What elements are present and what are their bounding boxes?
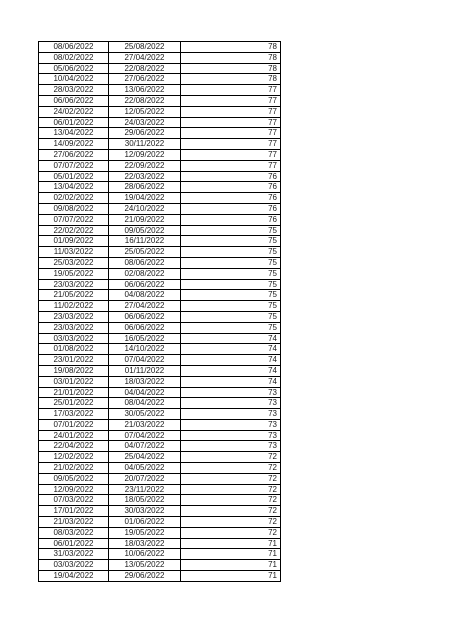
table-row bbox=[39, 301, 281, 312]
value-cell: 77 bbox=[181, 85, 281, 96]
value-cell: 77 bbox=[181, 160, 281, 171]
start-date-cell: 25/03/2022 bbox=[39, 257, 109, 268]
value-cell: 73 bbox=[181, 409, 281, 420]
value-cell: 77 bbox=[181, 128, 281, 139]
value-cell: 73 bbox=[181, 430, 281, 441]
end-date-cell: 13/05/2022 bbox=[109, 560, 181, 571]
start-date-cell: 23/01/2022 bbox=[39, 355, 109, 366]
value-cell: 75 bbox=[181, 257, 281, 268]
value-cell: 75 bbox=[181, 268, 281, 279]
end-date-cell: 04/07/2022 bbox=[109, 441, 181, 452]
value-cell: 75 bbox=[181, 247, 281, 258]
value-cell: 74 bbox=[181, 365, 281, 376]
start-date-cell: 23/03/2022 bbox=[39, 322, 109, 333]
table-row bbox=[39, 549, 281, 560]
table-row bbox=[39, 236, 281, 247]
table-row bbox=[39, 333, 281, 344]
start-date-cell: 01/08/2022 bbox=[39, 344, 109, 355]
value-cell: 74 bbox=[181, 344, 281, 355]
value-cell: 76 bbox=[181, 171, 281, 182]
end-date-cell: 29/06/2022 bbox=[109, 128, 181, 139]
start-date-cell: 03/01/2022 bbox=[39, 376, 109, 387]
start-date-cell: 13/04/2022 bbox=[39, 128, 109, 139]
start-date-cell: 03/03/2022 bbox=[39, 333, 109, 344]
start-date-cell: 07/01/2022 bbox=[39, 419, 109, 430]
table-row bbox=[39, 95, 281, 106]
value-cell: 75 bbox=[181, 311, 281, 322]
value-cell: 78 bbox=[181, 42, 281, 53]
value-cell: 77 bbox=[181, 149, 281, 160]
end-date-cell: 22/08/2022 bbox=[109, 63, 181, 74]
value-cell: 74 bbox=[181, 355, 281, 366]
value-cell: 75 bbox=[181, 290, 281, 301]
start-date-cell: 25/01/2022 bbox=[39, 398, 109, 409]
start-date-cell: 21/03/2022 bbox=[39, 517, 109, 528]
table-row bbox=[39, 214, 281, 225]
value-cell: 72 bbox=[181, 463, 281, 474]
end-date-cell: 14/10/2022 bbox=[109, 344, 181, 355]
end-date-cell: 25/05/2022 bbox=[109, 247, 181, 258]
start-date-cell: 19/04/2022 bbox=[39, 571, 109, 582]
start-date-cell: 02/02/2022 bbox=[39, 193, 109, 204]
end-date-cell: 21/09/2022 bbox=[109, 214, 181, 225]
start-date-cell: 06/06/2022 bbox=[39, 95, 109, 106]
table-row bbox=[39, 117, 281, 128]
value-cell: 72 bbox=[181, 506, 281, 517]
start-date-cell: 08/02/2022 bbox=[39, 52, 109, 63]
value-cell: 78 bbox=[181, 52, 281, 63]
table-body bbox=[39, 42, 281, 582]
end-date-cell: 01/06/2022 bbox=[109, 517, 181, 528]
table-row bbox=[39, 85, 281, 96]
end-date-cell: 19/04/2022 bbox=[109, 193, 181, 204]
start-date-cell: 17/01/2022 bbox=[39, 506, 109, 517]
start-date-cell: 07/03/2022 bbox=[39, 495, 109, 506]
end-date-cell: 20/07/2022 bbox=[109, 473, 181, 484]
end-date-cell: 19/05/2022 bbox=[109, 527, 181, 538]
table-row bbox=[39, 290, 281, 301]
end-date-cell: 06/06/2022 bbox=[109, 311, 181, 322]
table-row bbox=[39, 74, 281, 85]
table-row bbox=[39, 419, 281, 430]
end-date-cell: 06/06/2022 bbox=[109, 322, 181, 333]
table-row bbox=[39, 495, 281, 506]
value-cell: 73 bbox=[181, 441, 281, 452]
table-row bbox=[39, 322, 281, 333]
end-date-cell: 29/06/2022 bbox=[109, 571, 181, 582]
end-date-cell: 30/11/2022 bbox=[109, 139, 181, 150]
value-cell: 72 bbox=[181, 495, 281, 506]
start-date-cell: 17/03/2022 bbox=[39, 409, 109, 420]
end-date-cell: 22/08/2022 bbox=[109, 95, 181, 106]
end-date-cell: 07/04/2022 bbox=[109, 355, 181, 366]
start-date-cell: 11/02/2022 bbox=[39, 301, 109, 312]
value-cell: 72 bbox=[181, 452, 281, 463]
table-row bbox=[39, 355, 281, 366]
end-date-cell: 04/05/2022 bbox=[109, 463, 181, 474]
start-date-cell: 06/01/2022 bbox=[39, 538, 109, 549]
table-row bbox=[39, 182, 281, 193]
table-row bbox=[39, 193, 281, 204]
value-cell: 74 bbox=[181, 333, 281, 344]
end-date-cell: 27/04/2022 bbox=[109, 52, 181, 63]
value-cell: 78 bbox=[181, 74, 281, 85]
end-date-cell: 04/08/2022 bbox=[109, 290, 181, 301]
end-date-cell: 10/06/2022 bbox=[109, 549, 181, 560]
end-date-cell: 25/08/2022 bbox=[109, 42, 181, 53]
end-date-cell: 25/04/2022 bbox=[109, 452, 181, 463]
table-row bbox=[39, 463, 281, 474]
value-cell: 72 bbox=[181, 517, 281, 528]
table-row bbox=[39, 409, 281, 420]
value-cell: 73 bbox=[181, 387, 281, 398]
start-date-cell: 03/03/2022 bbox=[39, 560, 109, 571]
table-row bbox=[39, 160, 281, 171]
start-date-cell: 09/08/2022 bbox=[39, 203, 109, 214]
start-date-cell: 28/03/2022 bbox=[39, 85, 109, 96]
start-date-cell: 10/04/2022 bbox=[39, 74, 109, 85]
value-cell: 71 bbox=[181, 538, 281, 549]
value-cell: 78 bbox=[181, 63, 281, 74]
table-row bbox=[39, 171, 281, 182]
end-date-cell: 13/06/2022 bbox=[109, 85, 181, 96]
table-row bbox=[39, 517, 281, 528]
table-row bbox=[39, 441, 281, 452]
table-row bbox=[39, 311, 281, 322]
end-date-cell: 24/03/2022 bbox=[109, 117, 181, 128]
start-date-cell: 06/01/2022 bbox=[39, 117, 109, 128]
value-cell: 76 bbox=[181, 203, 281, 214]
start-date-cell: 27/06/2022 bbox=[39, 149, 109, 160]
start-date-cell: 08/06/2022 bbox=[39, 42, 109, 53]
value-cell: 76 bbox=[181, 182, 281, 193]
value-cell: 72 bbox=[181, 527, 281, 538]
end-date-cell: 27/04/2022 bbox=[109, 301, 181, 312]
value-cell: 72 bbox=[181, 473, 281, 484]
end-date-cell: 22/03/2022 bbox=[109, 171, 181, 182]
end-date-cell: 01/11/2022 bbox=[109, 365, 181, 376]
end-date-cell: 07/04/2022 bbox=[109, 430, 181, 441]
value-cell: 75 bbox=[181, 279, 281, 290]
start-date-cell: 13/04/2022 bbox=[39, 182, 109, 193]
table-row bbox=[39, 365, 281, 376]
value-cell: 71 bbox=[181, 549, 281, 560]
table-row bbox=[39, 344, 281, 355]
end-date-cell: 08/04/2022 bbox=[109, 398, 181, 409]
value-cell: 75 bbox=[181, 322, 281, 333]
end-date-cell: 16/11/2022 bbox=[109, 236, 181, 247]
table-row bbox=[39, 430, 281, 441]
end-date-cell: 12/09/2022 bbox=[109, 149, 181, 160]
start-date-cell: 19/08/2022 bbox=[39, 365, 109, 376]
start-date-cell: 09/05/2022 bbox=[39, 473, 109, 484]
table-row bbox=[39, 139, 281, 150]
start-date-cell: 19/05/2022 bbox=[39, 268, 109, 279]
value-cell: 72 bbox=[181, 484, 281, 495]
table-row bbox=[39, 452, 281, 463]
end-date-cell: 22/09/2022 bbox=[109, 160, 181, 171]
start-date-cell: 23/03/2022 bbox=[39, 311, 109, 322]
value-cell: 71 bbox=[181, 571, 281, 582]
end-date-cell: 27/06/2022 bbox=[109, 74, 181, 85]
value-cell: 77 bbox=[181, 117, 281, 128]
table-row bbox=[39, 398, 281, 409]
start-date-cell: 24/01/2022 bbox=[39, 430, 109, 441]
end-date-cell: 09/05/2022 bbox=[109, 225, 181, 236]
table-row bbox=[39, 268, 281, 279]
start-date-cell: 21/05/2022 bbox=[39, 290, 109, 301]
table-row bbox=[39, 52, 281, 63]
value-cell: 75 bbox=[181, 225, 281, 236]
table-row bbox=[39, 63, 281, 74]
data-table bbox=[38, 41, 281, 582]
end-date-cell: 21/03/2022 bbox=[109, 419, 181, 430]
start-date-cell: 21/01/2022 bbox=[39, 387, 109, 398]
table-row bbox=[39, 106, 281, 117]
table-row bbox=[39, 376, 281, 387]
end-date-cell: 08/06/2022 bbox=[109, 257, 181, 268]
start-date-cell: 05/06/2022 bbox=[39, 63, 109, 74]
start-date-cell: 01/09/2022 bbox=[39, 236, 109, 247]
start-date-cell: 22/02/2022 bbox=[39, 225, 109, 236]
end-date-cell: 18/03/2022 bbox=[109, 538, 181, 549]
table-row bbox=[39, 473, 281, 484]
end-date-cell: 02/08/2022 bbox=[109, 268, 181, 279]
table-row bbox=[39, 571, 281, 582]
value-cell: 75 bbox=[181, 301, 281, 312]
table-row bbox=[39, 484, 281, 495]
table-row bbox=[39, 279, 281, 290]
table-row bbox=[39, 225, 281, 236]
table-row bbox=[39, 538, 281, 549]
start-date-cell: 08/03/2022 bbox=[39, 527, 109, 538]
value-cell: 76 bbox=[181, 193, 281, 204]
end-date-cell: 16/05/2022 bbox=[109, 333, 181, 344]
value-cell: 77 bbox=[181, 139, 281, 150]
start-date-cell: 23/03/2022 bbox=[39, 279, 109, 290]
value-cell: 73 bbox=[181, 419, 281, 430]
table-row bbox=[39, 387, 281, 398]
table-row bbox=[39, 506, 281, 517]
start-date-cell: 07/07/2022 bbox=[39, 214, 109, 225]
start-date-cell: 21/02/2022 bbox=[39, 463, 109, 474]
start-date-cell: 14/09/2022 bbox=[39, 139, 109, 150]
table-row bbox=[39, 149, 281, 160]
value-cell: 75 bbox=[181, 236, 281, 247]
end-date-cell: 18/05/2022 bbox=[109, 495, 181, 506]
table-row bbox=[39, 257, 281, 268]
end-date-cell: 30/03/2022 bbox=[109, 506, 181, 517]
start-date-cell: 07/07/2022 bbox=[39, 160, 109, 171]
start-date-cell: 05/01/2022 bbox=[39, 171, 109, 182]
table-row bbox=[39, 247, 281, 258]
start-date-cell: 24/02/2022 bbox=[39, 106, 109, 117]
table-row bbox=[39, 203, 281, 214]
end-date-cell: 12/05/2022 bbox=[109, 106, 181, 117]
table-row bbox=[39, 527, 281, 538]
table-row bbox=[39, 128, 281, 139]
start-date-cell: 22/04/2022 bbox=[39, 441, 109, 452]
start-date-cell: 11/03/2022 bbox=[39, 247, 109, 258]
value-cell: 77 bbox=[181, 95, 281, 106]
end-date-cell: 04/04/2022 bbox=[109, 387, 181, 398]
value-cell: 77 bbox=[181, 106, 281, 117]
table-row bbox=[39, 42, 281, 53]
table-row bbox=[39, 560, 281, 571]
end-date-cell: 24/10/2022 bbox=[109, 203, 181, 214]
end-date-cell: 30/05/2022 bbox=[109, 409, 181, 420]
value-cell: 73 bbox=[181, 398, 281, 409]
end-date-cell: 23/11/2022 bbox=[109, 484, 181, 495]
end-date-cell: 18/03/2022 bbox=[109, 376, 181, 387]
start-date-cell: 31/03/2022 bbox=[39, 549, 109, 560]
value-cell: 74 bbox=[181, 376, 281, 387]
end-date-cell: 28/06/2022 bbox=[109, 182, 181, 193]
start-date-cell: 12/02/2022 bbox=[39, 452, 109, 463]
end-date-cell: 06/06/2022 bbox=[109, 279, 181, 290]
start-date-cell: 12/09/2022 bbox=[39, 484, 109, 495]
value-cell: 76 bbox=[181, 214, 281, 225]
value-cell: 71 bbox=[181, 560, 281, 571]
